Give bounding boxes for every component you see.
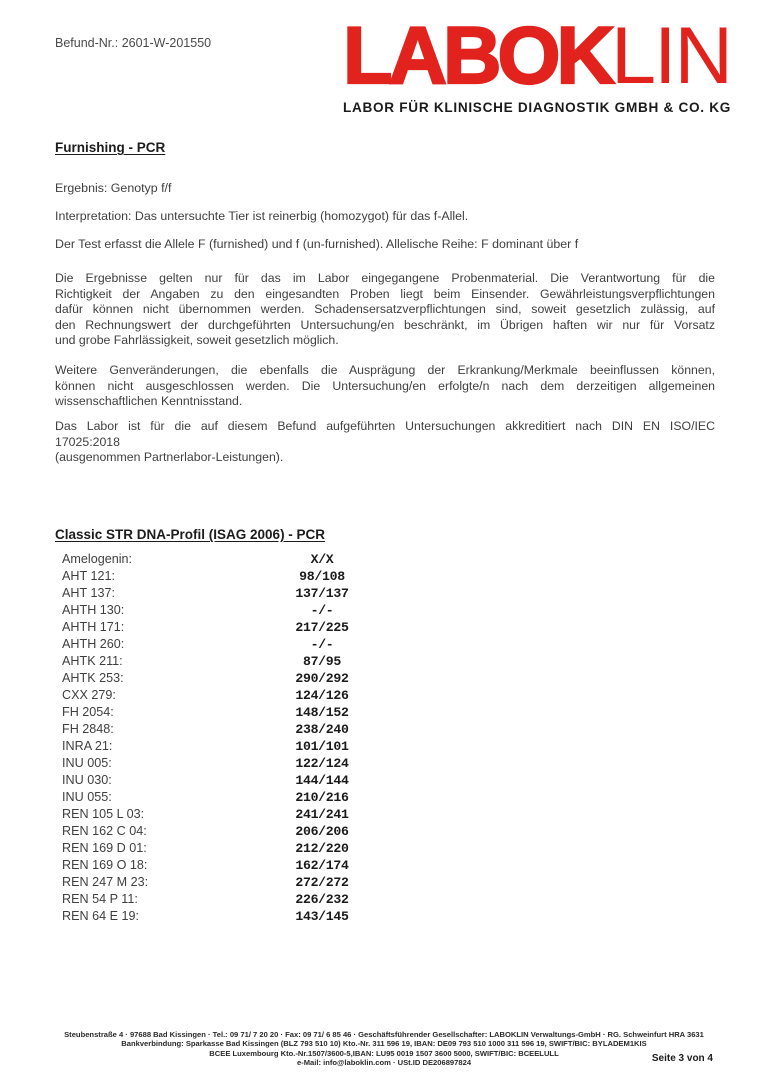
marker-value: 137/137 (295, 586, 349, 601)
marker-label: REN 54 P 11: (62, 892, 138, 906)
marker-value: X/X (310, 552, 334, 567)
table-row (62, 908, 402, 925)
marker-value: 272/272 (295, 875, 349, 890)
footer-line: Steubenstraße 4 · 97688 Bad Kissingen · Tel.: 09 71/ 7 20 20 · Fax: 09 71/ 6 85 46 · Geschäftsführender Gesellschafter: LABOKLIN Verwaltungs-GmbH · RG. Schweinfurt HRA 3631 (64, 1030, 704, 1039)
table-row (62, 840, 402, 857)
table-row (62, 772, 402, 789)
marker-label: AHTH 260: (62, 637, 125, 651)
marker-label: FH 2848: (62, 722, 114, 736)
test-info-line: Der Test erfasst die Allele F (furnished) und f (un-furnished). Allelische Reihe: F dominant über f (55, 237, 579, 251)
disclaimer-paragraph-gene-variants (55, 363, 715, 410)
str-profile-table (62, 551, 402, 925)
marker-label: REN 169 D 01: (62, 841, 147, 855)
marker-value: 212/220 (295, 841, 349, 856)
table-row (62, 738, 402, 755)
marker-value: 98/108 (299, 569, 345, 584)
result-line: Ergebnis: Genotyp f/f (55, 181, 172, 195)
section-title-str-dna-profile: Classic STR DNA-Profil (ISAG 2006) - PCR (55, 527, 326, 542)
table-row (62, 670, 402, 687)
marker-label: REN 64 E 19: (62, 909, 140, 923)
disclaimer-paragraph-liability (55, 271, 715, 349)
marker-label: AHTK 253: (62, 671, 124, 685)
paragraph-line: dafür können nicht übernommen werden. Schadensersatzverpflichtungen sind, soweit gesetzlich zulässig, auf (55, 302, 715, 317)
marker-value: -/- (310, 637, 334, 652)
marker-label: INU 055: (62, 790, 112, 804)
marker-value: 210/216 (295, 790, 349, 805)
marker-label: AHTK 211: (62, 654, 123, 668)
marker-value: 124/126 (295, 688, 349, 703)
marker-value: 290/292 (295, 671, 349, 686)
marker-value: 241/241 (295, 807, 349, 822)
paragraph-line: und grobe Fahrlässigkeit, soweit gesetzlich möglich. (55, 333, 339, 348)
table-row (62, 789, 402, 806)
disclaimer-paragraph-accreditation (55, 419, 715, 466)
marker-value: 206/206 (295, 824, 349, 839)
marker-value: 162/174 (295, 858, 349, 873)
marker-label: REN 247 M 23: (62, 875, 149, 889)
paragraph-line: Das Labor ist für die auf diesem Befund aufgeführten Untersuchungen akkreditiert nach DIN EN ISO/IEC (55, 419, 715, 433)
paragraph-line: 17025:2018 (55, 434, 120, 449)
marker-label: AHTH 171: (62, 620, 125, 634)
marker-value: 217/225 (295, 620, 349, 635)
marker-value: 238/240 (295, 722, 349, 737)
table-row (62, 636, 402, 653)
marker-value: 101/101 (295, 739, 349, 754)
paragraph-line: Richtigkeit der Angaben zu den eingesandten Proben liegt beim Einsender. Gewährleistungsverpflichtungen (55, 286, 715, 301)
table-row (62, 755, 402, 772)
table-row (62, 653, 402, 670)
footer-line: e-Mail: info@laboklin.com · USt.ID DE206897824 (296, 1058, 472, 1068)
table-row (62, 568, 402, 585)
table-row (62, 704, 402, 721)
marker-value: 122/124 (295, 756, 349, 771)
paragraph-line: Weitere Genveränderungen, die ebenfalls die Ausprägung der Erkrankung/Merkmale beeinflussen können, (55, 363, 715, 377)
report-number: Befund-Nr.: 2601-W-201550 (55, 36, 212, 50)
laboklin-logo-wordmark (343, 11, 735, 101)
logo-text-light: LIN (610, 11, 732, 101)
marker-label: INU 005: (62, 756, 112, 770)
marker-value: 143/145 (295, 909, 349, 924)
paragraph-line: wissenschaftlichen Kenntnisstand. (55, 394, 243, 409)
table-row (62, 721, 402, 738)
marker-value: 87/95 (302, 654, 342, 669)
marker-label: AHT 137: (62, 586, 115, 600)
marker-label: AHT 121: (62, 569, 115, 583)
paragraph-line: können nicht ausgeschlossen werden. Die Untersuchung/en erfolgte/n nach dem derzeitigen allgemeinen (55, 378, 715, 393)
marker-value: -/- (310, 603, 334, 618)
interpretation-line: Interpretation: Das untersuchte Tier ist reinerbig (homozygot) für das f-Allel. (55, 209, 469, 223)
paragraph-line: (ausgenommen Partnerlabor-Leistungen). (55, 450, 284, 465)
marker-label: INRA 21: (62, 739, 113, 753)
paragraph-line: Die Ergebnisse gelten nur für das im Labor eingegangene Probenmaterial. Die Verantwortung für die (55, 271, 715, 285)
laboklin-logo (343, 11, 735, 115)
logo-text-heavy: LABOK (343, 11, 611, 101)
marker-label: FH 2054: (62, 705, 114, 719)
table-row (62, 823, 402, 840)
paragraph-line: den Rechnungswert der durchgeführten Untersuchung/en beschränkt, im Übrigen haften wir nur für Vorsatz (55, 317, 715, 332)
logo-subtitle: LABOR FÜR KLINISCHE DIAGNOSTIK GMBH & CO. KG (343, 100, 732, 115)
marker-label: REN 105 L 03: (62, 807, 145, 821)
table-row (62, 602, 402, 619)
table-row (62, 551, 402, 568)
page-number: Seite 3 von 4 (651, 1053, 713, 1064)
table-row (62, 585, 402, 602)
marker-label: INU 030: (62, 773, 112, 787)
table-row (62, 687, 402, 704)
footer-line: Bankverbindung: Sparkasse Bad Kissingen (BLZ 793 510 10) Kto.-Nr. 311 596 19, IBAN: DE09 793 510 1000 311 596 19, SWIFT/BIC: BYLADEM1KIS (121, 1039, 647, 1049)
marker-label: REN 162 C 04: (62, 824, 147, 838)
table-row (62, 806, 402, 823)
marker-value: 144/144 (295, 773, 349, 788)
footer-line: BCEE Luxembourg Kto.-Nr.1507/3600-5,IBAN: LU95 0019 1507 3600 5000, SWIFT/BIC: BCEELULL (209, 1048, 559, 1058)
table-row (62, 874, 402, 891)
marker-value: 226/232 (295, 892, 349, 907)
marker-label: REN 169 O 18: (62, 858, 148, 872)
section-title-furnishing-pcr: Furnishing - PCR (55, 140, 166, 155)
marker-label: AHTH 130: (62, 603, 125, 617)
table-row (62, 857, 402, 874)
marker-label: CXX 279: (62, 688, 116, 702)
marker-label: Amelogenin: (62, 552, 133, 566)
table-row (62, 891, 402, 908)
table-row (62, 619, 402, 636)
marker-value: 148/152 (295, 705, 349, 720)
